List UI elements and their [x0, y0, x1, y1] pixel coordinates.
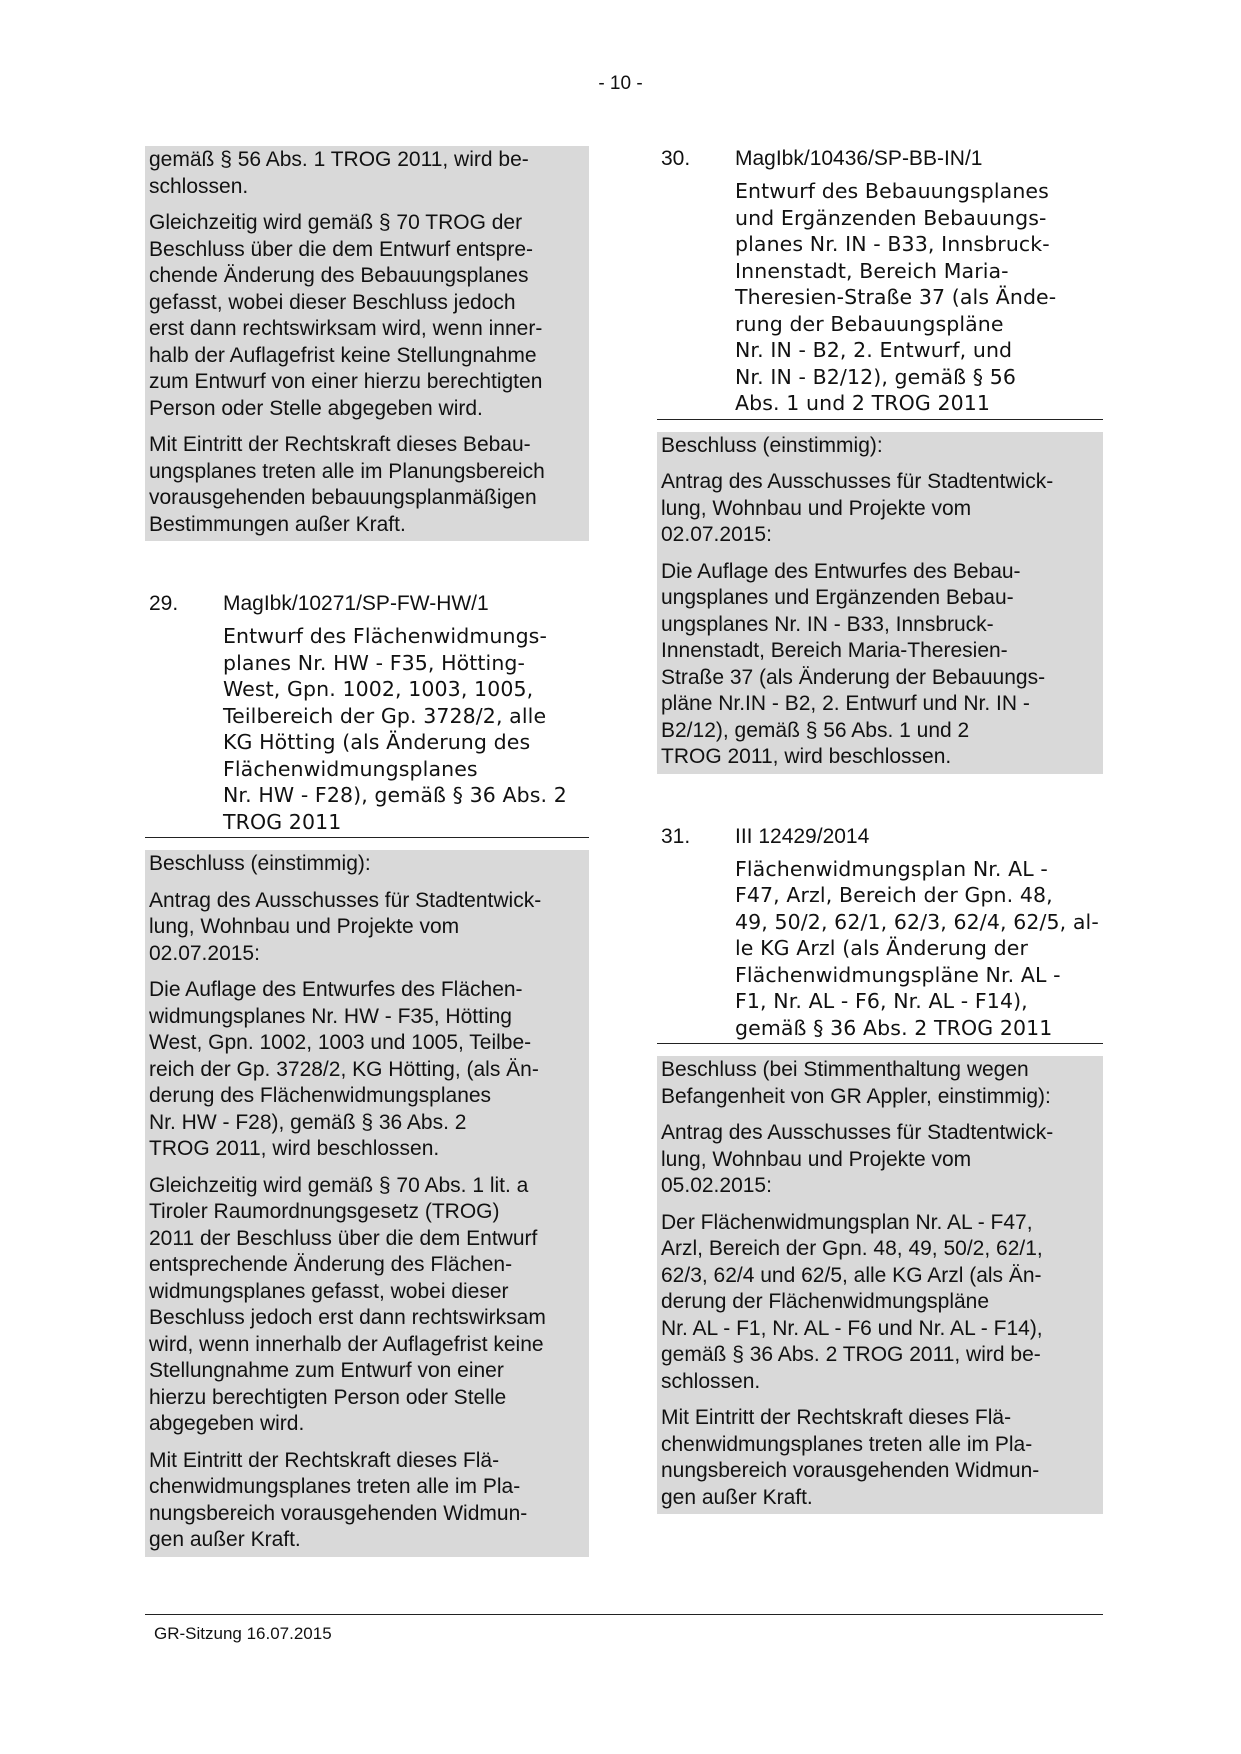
- paragraph: Beschluss (einstimmig):: [149, 852, 371, 875]
- paragraph: Der Flächenwidmungsplan Nr. AL - F47, Arzl, Bereich der Gpn. 48, 49, 50/2, 62/1, 62/3, 62/4 und 62/5, alle KG Arzl (als Än- derung der Flächenwidmungspläne Nr. AL - F1, Nr. AL - F6 und Nr. AL - F14), gemäß § 36 Abs. 2 TROG 2011, wird be- schlossen.: [661, 1210, 1043, 1393]
- resolution-block-30: [657, 432, 1103, 774]
- item-title: Entwurf des Bebauungsplanes und Ergänzenden Bebauungs- planes Nr. IN - B33, Innsbruck- Innenstadt, Bereich Maria- Theresien-Straße 37 (als Ände- rung der Bebauungspläne Nr. IN - B2, 2. Entwurf, und Nr. IN - B2/12), gemäß § 56 Abs. 1 und 2 TROG 2011: [735, 179, 1057, 415]
- item-title: Entwurf des Flächenwidmungs- planes Nr. HW - F35, Hötting- West, Gpn. 1002, 1003, 1005, Teilbereich der Gp. 3728/2, alle KG Hötting (als Änderung des Flächenwidmungsplanes Nr. HW - F28), gemäß § 36 Abs. 2 TROG 2011: [223, 624, 567, 834]
- left-column: [145, 146, 589, 1557]
- footer-divider: [145, 1614, 1103, 1615]
- paragraph: Gleichzeitig wird gemäß § 70 Abs. 1 lit. a Tiroler Raumordnungsgesetz (TROG) 2011 der Beschluss über die dem Entwurf entsprechende Änderung des Flächen- widmungsplanes gefasst, wobei dieser Beschluss jedoch erst dann rechtswirksam wird, wenn innerhalb der Auflagefrist keine Stellungnahme zum Entwurf von einer hierzu berechtigten Person oder Stelle abgegeben wird.: [149, 1173, 546, 1435]
- item-reference-code: MagIbk/10271/SP-FW-HW/1: [223, 592, 489, 615]
- item-reference-code: MagIbk/10436/SP-BB-IN/1: [735, 147, 983, 170]
- agenda-item-header-31: [661, 824, 1099, 850]
- paragraph: Die Auflage des Entwurfes des Flächen- widmungsplanes Nr. HW - F35, Hötting West, Gpn. 1002, 1003 und 1005, Teilbe- reich der Gp. 3728/2, KG Hötting, (als Än- derung des Flächenwidmungsplanes Nr. HW - F28), gemäß § 36 Abs. 2 TROG 2011, wird beschlossen.: [149, 978, 539, 1160]
- paragraph: Antrag des Ausschusses für Stadtentwick- lung, Wohnbau und Projekte vom 02.07.2015:: [149, 888, 542, 965]
- paragraph: Mit Eintritt der Rechtskraft dieses Bebau- ungsplanes treten alle im Planungsbereich vorausgehenden bebauungsplanmäßigen Bestimmungen außer Kraft.: [149, 433, 545, 536]
- paragraph: Die Auflage des Entwurfes des Bebau- ungsplanes und Ergänzenden Bebau- ungsplanes Nr. IN - B33, Innsbruck- Innenstadt, Bereich Maria-Theresien- Straße 37 (als Änderung der Bebauungs- pläne Nr.IN - B2, 2. Entwurf und Nr. IN - B2/12), gemäß § 56 Abs. 1 und 2 TROG 2011, wird beschlossen.: [661, 559, 1046, 768]
- agenda-item-header-30: [661, 146, 1099, 172]
- item-number: 31.: [661, 824, 691, 848]
- page-number: - 10 -: [598, 73, 643, 94]
- item-number: 30.: [661, 147, 691, 170]
- agenda-item-header-29: [149, 591, 585, 617]
- paragraph: Beschluss (einstimmig):: [661, 433, 883, 457]
- paragraph: Beschluss (bei Stimmenthaltung wegen Befangenheit von GR Appler, einstimmig):: [661, 1058, 1051, 1108]
- paragraph: Gleichzeitig wird gemäß § 70 TROG der Beschluss über die dem Entwurf entspre- chende Änderung des Bebauungsplanes gefasst, wobei dieser Beschluss jedoch erst dann rechtswirksam wird, wenn inner- halb der Auflagefrist keine Stellungnahme zum Entwurf von einer hierzu berechtigten Person oder Stelle abgegeben wird.: [149, 211, 543, 420]
- item-number: 29.: [149, 592, 179, 615]
- item-title: Flächenwidmungsplan Nr. AL - F47, Arzl, Bereich der Gpn. 48, 49, 50/2, 62/1, 62/3, 62/4, 62/5, al- le KG Arzl (als Änderung der Flächenwidmungspläne Nr. AL - F1, Nr. AL - F6, Nr. AL - F14), gemäß § 36 Abs. 2 TROG 2011: [735, 856, 1099, 1040]
- paragraph: Antrag des Ausschusses für Stadtentwick- lung, Wohnbau und Projekte vom 05.02.2015:: [661, 1121, 1054, 1197]
- paragraph: Mit Eintritt der Rechtskraft dieses Flä- chenwidmungsplanes treten alle im Pla- nungsbereich vorausgehenden Widmun- gen außer Kraft.: [149, 1448, 528, 1551]
- divider: [657, 419, 1103, 420]
- item-reference-code: III 12429/2014: [735, 824, 870, 848]
- divider: [145, 837, 589, 838]
- paragraph: Mit Eintritt der Rechtskraft dieses Flä- chenwidmungsplanes treten alle im Pla- nungsbereich vorausgehenden Widmun- gen außer Kraft.: [661, 1406, 1040, 1509]
- paragraph: Antrag des Ausschusses für Stadtentwick- lung, Wohnbau und Projekte vom 02.07.2015:: [661, 470, 1054, 546]
- resolution-block-29: [145, 850, 589, 1557]
- continuation-block: [145, 146, 589, 541]
- right-column: [657, 146, 1103, 1514]
- resolution-block-31: [657, 1056, 1103, 1514]
- divider: [657, 1043, 1103, 1044]
- paragraph: gemäß § 56 Abs. 1 TROG 2011, wird be- schlossen.: [149, 148, 529, 198]
- footer-text: GR-Sitzung 16.07.2015: [154, 1624, 332, 1643]
